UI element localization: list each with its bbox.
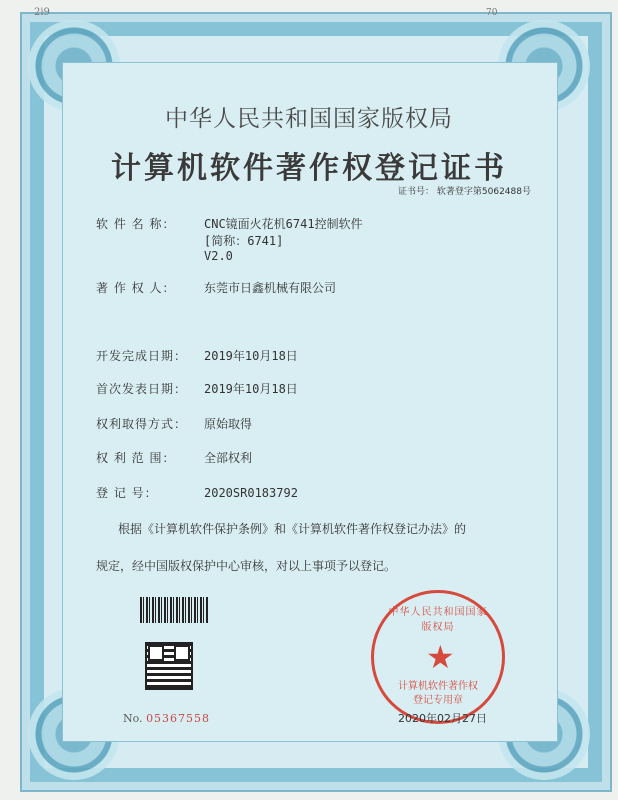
statement-line-1: 根据《计算机软件保护条例》和《计算机软件著作权登记办法》的 — [118, 522, 467, 536]
acquire-row — [96, 415, 252, 432]
handwritten-note-right: 70 — [486, 8, 498, 18]
statement-line-2: 规定，经中国版权保护中心审核，对以上事项予以登记。 — [96, 559, 397, 573]
seal-text-line-2: 登记专用章 — [413, 695, 463, 706]
short-name-row — [204, 232, 283, 249]
pub-date-value: 2019年10月18日 — [204, 382, 298, 396]
barcode — [140, 597, 208, 623]
seal-star-icon: ★ — [426, 638, 455, 676]
pub-date-row — [96, 380, 298, 397]
seal-text-line-1: 计算机软件著作权 — [398, 681, 478, 692]
seal-arc-text: 中华人民共和国国家版权局 — [388, 607, 488, 633]
serial-number-label: No. — [123, 712, 143, 725]
qr-code — [145, 642, 193, 690]
handwritten-note-left: 2ⅰ9 — [34, 7, 50, 18]
owner-label: 著 作 权 人： — [96, 281, 176, 295]
serial-number-value: 05367558 — [146, 712, 211, 725]
acquire-label: 权利取得方式： — [96, 417, 188, 431]
software-name-value: CNC镜面火花机6741控制软件 — [204, 217, 363, 231]
scope-value: 全部权利 — [204, 451, 253, 465]
certificate-number — [398, 184, 531, 197]
serial-number — [123, 712, 210, 725]
official-seal — [371, 590, 505, 724]
owner-value: 东莞市日鑫机械有限公司 — [204, 281, 337, 295]
reg-no-value: 2020SR0183792 — [204, 486, 298, 500]
acquire-value: 原始取得 — [204, 417, 253, 431]
pub-date-label: 首次发表日期： — [96, 382, 188, 396]
version-row — [204, 249, 233, 263]
issuer-title: 中华人民共和国国家版权局 — [165, 106, 453, 132]
short-name-value: [简称：6741] — [204, 234, 284, 248]
certificate-number-label: 证书号： — [398, 187, 435, 197]
dev-date-label: 开发完成日期： — [96, 349, 188, 363]
reg-no-label: 登 记 号： — [96, 486, 158, 500]
reg-no-row — [96, 484, 298, 501]
dev-date-value: 2019年10月18日 — [204, 349, 298, 363]
software-name-label: 软 件 名 称： — [96, 217, 176, 231]
certificate-title: 计算机软件著作权登记证书 — [111, 151, 507, 186]
version-value: V2.0 — [204, 249, 233, 263]
dev-date-row — [96, 347, 298, 364]
issue-date: 2020年02月27日 — [398, 712, 487, 725]
scope-label: 权 利 范 围： — [96, 451, 176, 465]
scope-row — [96, 449, 252, 466]
certificate-number-value: 软著登字第5062488号 — [436, 187, 531, 197]
software-name-row — [96, 215, 363, 232]
owner-row — [96, 279, 336, 296]
